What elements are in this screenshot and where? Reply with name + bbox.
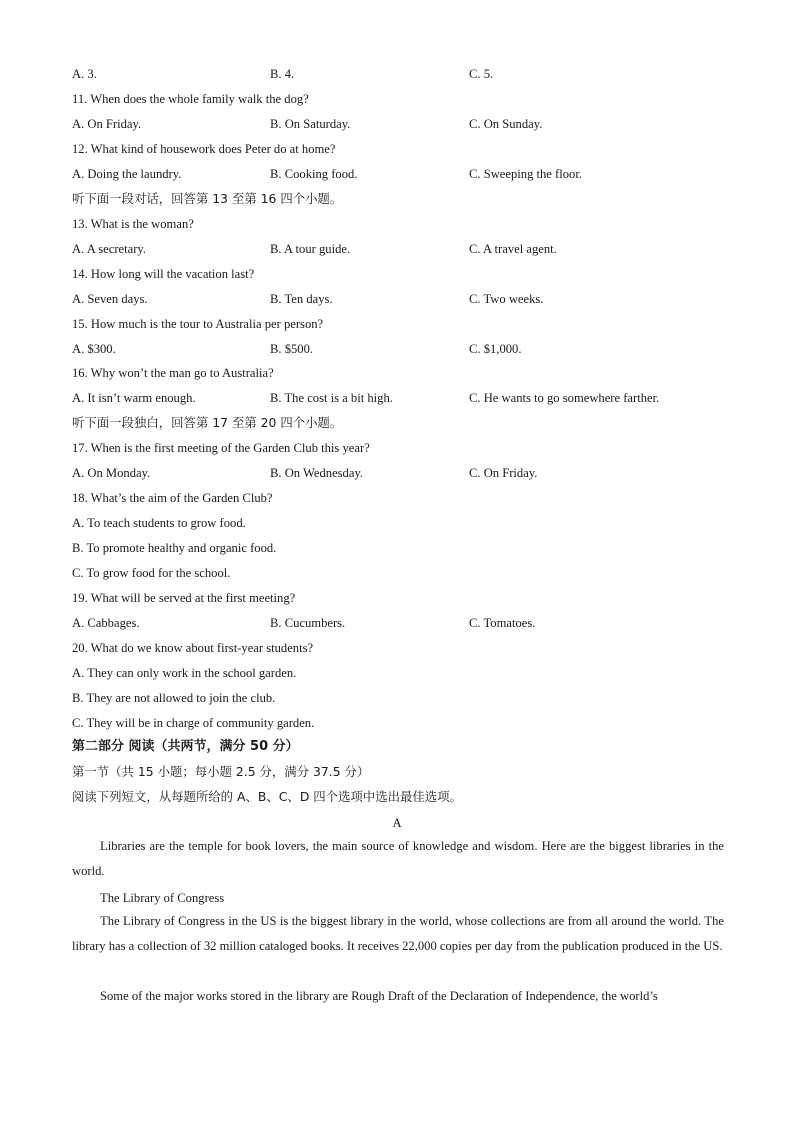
q16-option-a: A. It isn’t warm enough. [72,391,196,405]
q18-option-b: B. To promote healthy and organic food. [72,541,277,555]
q18-option-c: C. To grow food for the school. [72,566,231,580]
q17-question: 17. When is the first meeting of the Garden Club this year? [72,441,370,455]
q13-option-b: B. A tour guide. [270,242,351,256]
q20-option-a: A. They can only work in the school garden. [72,666,297,680]
q11-option-a: A. On Friday. [72,117,142,131]
passage-label: A [392,816,402,830]
q19-option-b: B. Cucumbers. [270,616,346,630]
q11-option-c: C. On Sunday. [469,117,543,131]
section-one-heading: 第一节（共 15 小题；每小题 2.5 分，满分 37.5 分） [72,764,370,779]
q15-option-c: C. $1,000. [469,342,522,356]
q19-option-c: C. Tomatoes. [469,616,536,630]
q12-option-c: C. Sweeping the floor. [469,167,582,181]
q20-option-b: B. They are not allowed to join the club. [72,691,276,705]
q10-option-c: C. 5. [469,67,494,81]
q19-question: 19. What will be served at the first meeting? [72,591,296,605]
q14-option-b: B. Ten days. [270,292,333,306]
q14-option-c: C. Two weeks. [469,292,544,306]
q16-question: 16. Why won’t the man go to Australia? [72,366,274,380]
q14-question: 14. How long will the vacation last? [72,267,255,281]
reading-instruction: 阅读下列短文，从每题所给的 A、B、C、D 四个选项中选出最佳选项。 [72,789,462,804]
q13-question: 13. What is the woman? [72,217,194,231]
q16-option-b: B. The cost is a bit high. [270,391,393,405]
q16-option-c: C. He wants to go somewhere farther. [469,391,660,405]
q15-question: 15. How much is the tour to Australia per person? [72,317,324,331]
part-two-heading: 第二部分 阅读（共两节，满分 50 分） [72,739,299,754]
q10-option-a: A. 3. [72,67,97,81]
q12-question: 12. What kind of housework does Peter do at home? [72,142,336,156]
passage-paragraph-2: The Library of Congress in the US is the biggest library in the world, whose collections are from all around the world. The library has a collection of 32 million cataloged books. It receives 22,000 copies per day from the publication produced in the US. [72,914,724,953]
q19-option-a: A. Cabbages. [72,616,140,630]
passage-paragraph-1: Libraries are the temple for book lovers, the main source of knowledge and wisdom. Here are the biggest libraries in the world. [72,839,724,878]
q11-question: 11. When does the whole family walk the dog? [72,92,309,106]
q15-option-b: B. $500. [270,342,314,356]
q18-option-a: A. To teach students to grow food. [72,516,246,530]
listening-instruction-2: 听下面一段独白，回答第 17 至第 20 四个小题。 [72,415,343,430]
q15-option-a: A. $300. [72,342,116,356]
q12-option-b: B. Cooking food. [270,167,358,181]
q13-option-c: C. A travel agent. [469,242,557,256]
q18-question: 18. What’s the aim of the Garden Club? [72,491,273,505]
q10-option-b: B. 4. [270,67,295,81]
passage-subtitle: The Library of Congress [100,891,225,905]
q17-option-c: C. On Friday. [469,466,538,480]
q17-option-a: A. On Monday. [72,466,151,480]
q20-option-c: C. They will be in charge of community garden. [72,716,315,730]
listening-instruction-1: 听下面一段对话，回答第 13 至第 16 四个小题。 [72,191,343,206]
q12-option-a: A. Doing the laundry. [72,167,182,181]
passage-paragraph-3: Some of the major works stored in the library are Rough Draft of the Declaration of Independence, the world’s [100,989,658,1003]
q14-option-a: A. Seven days. [72,292,148,306]
q20-question: 20. What do we know about first-year students? [72,641,314,655]
q13-option-a: A. A secretary. [72,242,147,256]
q11-option-b: B. On Saturday. [270,117,351,131]
q17-option-b: B. On Wednesday. [270,466,364,480]
